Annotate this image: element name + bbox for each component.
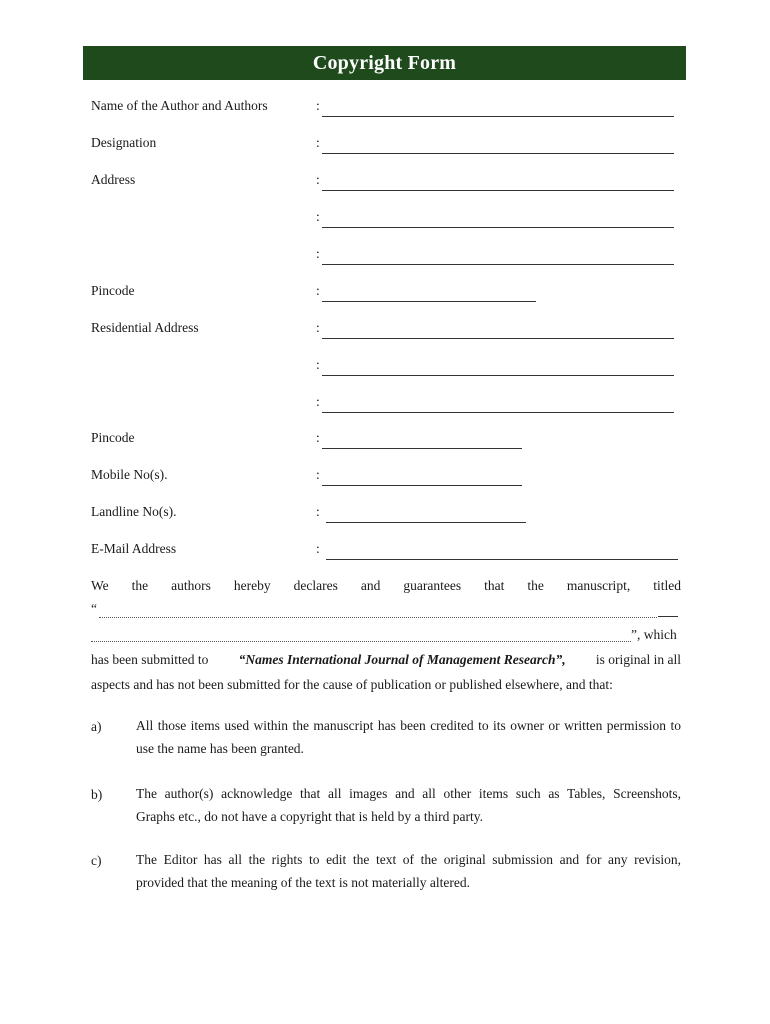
item-b-letter: b) xyxy=(91,787,103,802)
address-row-3 xyxy=(0,246,770,266)
designation-label: Designation xyxy=(91,135,157,150)
colon: : xyxy=(316,541,320,556)
submitted-prefix: has been submitted to xyxy=(91,652,209,667)
landline-label: Landline No(s). xyxy=(91,504,177,519)
colon: : xyxy=(316,135,320,150)
form-title: Copyright Form xyxy=(312,51,457,74)
email-label: E-Mail Address xyxy=(91,541,177,556)
declaration-word: authors xyxy=(171,578,211,593)
declaration-word: the xyxy=(527,578,544,593)
colon: : xyxy=(316,357,320,372)
mobile-field[interactable] xyxy=(322,467,522,486)
declaration-line-4: aspects and has not been submitted for the cause of publication or published elsewhere, and that: xyxy=(91,677,613,692)
residential-address-row xyxy=(0,320,770,340)
residential-address-field-2[interactable] xyxy=(322,357,674,376)
open-quote: “ xyxy=(91,601,97,616)
designation-field[interactable] xyxy=(322,135,674,154)
manuscript-title-field-2[interactable] xyxy=(91,640,631,642)
item-c-line-1: The Editor has all the rights to edit the text of the original submission and for any revision, xyxy=(136,852,681,867)
item-c-letter: c) xyxy=(91,853,102,868)
declaration-word: that xyxy=(484,578,505,593)
declaration-line-1 xyxy=(91,578,681,594)
declaration-word: hereby xyxy=(233,578,271,593)
address-label: Address xyxy=(91,172,136,187)
address-field-2[interactable] xyxy=(322,209,674,228)
item-a-text xyxy=(136,714,681,760)
colon: : xyxy=(316,394,320,409)
item-b-line-1: The author(s) acknowledge that all images and all other items such as Tables, Screenshots, xyxy=(136,786,681,801)
declaration-word: manuscript, xyxy=(566,578,631,593)
colon: : xyxy=(316,209,320,224)
address-field-3[interactable] xyxy=(322,246,674,265)
item-a-line-1: All those items used within the manuscript has been credited to its owner or written permission to xyxy=(136,718,681,733)
address-row xyxy=(0,172,770,192)
form-title-bar xyxy=(83,46,686,80)
colon: : xyxy=(316,320,320,335)
item-b-line-2: Graphs etc., do not have a copyright that is held by a third party. xyxy=(136,809,484,824)
item-c-text xyxy=(136,848,681,894)
email-row xyxy=(0,541,770,561)
residential-address-field-3[interactable] xyxy=(322,394,674,413)
address-row-2 xyxy=(0,209,770,229)
colon: : xyxy=(316,98,320,113)
declaration-word: and xyxy=(360,578,381,593)
declaration-word: guarantees xyxy=(403,578,462,593)
manuscript-title-field-end xyxy=(658,598,678,617)
residential-address-row-2 xyxy=(0,357,770,377)
mobile-row xyxy=(0,467,770,487)
manuscript-title-field-1[interactable] xyxy=(99,616,657,618)
pincode-row-2 xyxy=(0,430,770,450)
pincode-row-1 xyxy=(0,283,770,303)
declaration-word: declares xyxy=(293,578,338,593)
declaration-word: the xyxy=(131,578,149,593)
designation-row xyxy=(0,135,770,155)
residential-address-row-3 xyxy=(0,394,770,414)
item-c-line-2: provided that the meaning of the text is not materially altered. xyxy=(136,875,471,890)
email-field[interactable] xyxy=(326,541,678,560)
declaration-word: We xyxy=(91,578,109,593)
close-which: ”, which xyxy=(631,627,677,642)
item-a-line-2: use the name has been granted. xyxy=(136,741,304,756)
colon: : xyxy=(316,467,320,482)
declaration-word: titled xyxy=(653,578,681,593)
pincode-field-2[interactable] xyxy=(322,430,522,449)
author-names-field[interactable] xyxy=(322,98,674,117)
colon: : xyxy=(316,430,320,445)
residential-address-label: Residential Address xyxy=(91,320,199,335)
mobile-label: Mobile No(s). xyxy=(91,467,168,482)
author-names-row xyxy=(0,98,770,118)
pincode-label: Pincode xyxy=(91,430,135,445)
pincode-label: Pincode xyxy=(91,283,135,298)
author-names-label: Name of the Author and Authors xyxy=(91,98,268,113)
colon: : xyxy=(316,172,320,187)
pincode-field-1[interactable] xyxy=(322,283,536,302)
journal-name: “Names International Journal of Management Research”, xyxy=(238,652,566,667)
colon: : xyxy=(316,246,320,261)
item-a-letter: a) xyxy=(91,719,102,734)
landline-row xyxy=(0,504,770,524)
colon: : xyxy=(316,504,320,519)
residential-address-field-1[interactable] xyxy=(322,320,674,339)
declaration-line-3 xyxy=(91,652,681,668)
colon: : xyxy=(316,283,320,298)
landline-field[interactable] xyxy=(326,504,526,523)
item-b-text xyxy=(136,782,681,828)
submitted-suffix: is original in all xyxy=(595,652,681,667)
address-field-1[interactable] xyxy=(322,172,674,191)
